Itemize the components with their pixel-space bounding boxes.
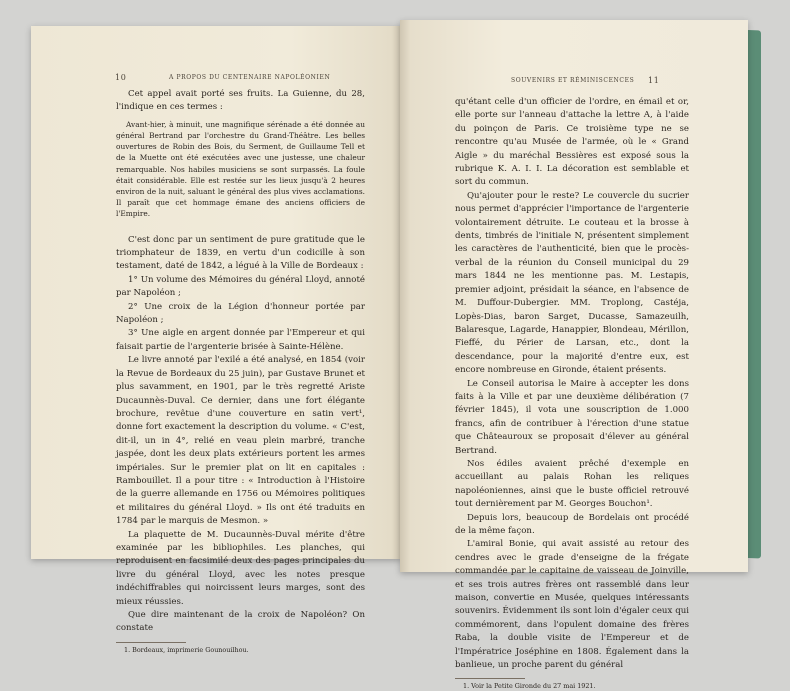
paragraph: La plaquette de M. Ducaunnès-Duval mérite d'être examinée par les bibliophiles. Les planches, qui reproduisent en facsimilé deux des pages principales du livre du général Lloyd, avec les notes presque indéchiffrables qui noircissent leurs marges, sont des mieux réussies. bbox=[116, 529, 365, 607]
paragraph: qu'étant celle d'un officier de l'ordre, en émail et or, elle porte sur l'anneau d'attache la lettre A, à l'aide du poinçon de Paris. Ce troisième type ne se rencontre qu'au Musée de l'armée, où le « Grand Aigle » du maréchal Bessières est exposé sous la rubrique K. A. I. I. La décoration est semblable et sort du commun. bbox=[455, 97, 689, 188]
footnote: 1. Voir la Petite Gironde du 27 mai 1921. bbox=[463, 682, 596, 691]
paragraph: Le livre annoté par l'exilé a été analysé, en 1854 (voir la Revue de Bordeaux du 25 juin), par Gustave Brunet et plus savamment, en 1901, par le très regretté Ariste Ducaunnès-Duval. Ce dernier, dans une fort élégante brochure, revêtue d'une couverture en satin vert¹, donne fort exactement la description du volume. « C'est, dit-il, un in 4°, relié en veau plein marbré, tranche jaspée, dont les deux plats extérieurs portent les armes impériales. Sur le premier plat on lit en capitales : Rambouillet. Il a pour titre : « Introduction à l'Histoire de la guerre allemande en 1756 ou Mémoires politiques et militaires du général Lloyd. » Ils ont été traduits en 1784 par le marquis de Mesmon. » bbox=[116, 355, 365, 527]
page-body bbox=[116, 88, 365, 655]
list-item: 2° Une croix de la Légion d'honneur portée par Napoléon ; bbox=[116, 301, 365, 326]
running-head-title: SOUVENIRS ET RÉMINISCENCES bbox=[511, 77, 635, 84]
paragraph: Le Conseil autorisa le Maire à accepter les dons faits à la Ville et par une deuxième délibération (7 février 1845), il vota une souscription de 1.000 francs, afin de contribuer à l'érection d'une statue que Châteauroux se proposait d'élever au général Bertrand. bbox=[455, 378, 689, 456]
right-page bbox=[400, 20, 748, 691]
paragraph: Depuis lors, beaucoup de Bordelais ont procédé de la même façon. bbox=[455, 512, 689, 536]
running-head bbox=[400, 77, 748, 89]
list-item: 3° Une aigle en argent donnée par l'Empereur et qui faisait partie de l'argenterie brisée à Sainte-Hélène. bbox=[116, 328, 365, 352]
page-number: 11 bbox=[648, 76, 660, 85]
running-head bbox=[31, 74, 402, 86]
left-page bbox=[31, 26, 402, 654]
paragraph: Nos édiles avaient prêché d'exemple en accueillant au palais Rohan les reliques napoléoniennes, ainsi que le buste officiel retrouvé tout dernièrement par M. Georges Bouchon¹. bbox=[455, 458, 689, 510]
page-number: 10 bbox=[115, 73, 127, 82]
paragraph: Cet appel avait porté ses fruits. La Guienne, du 28, l'indique en ces termes : bbox=[116, 89, 365, 113]
running-head-title: A PROPOS DU CENTENAIRE NAPOLÉONIEN bbox=[169, 74, 331, 81]
paragraph: Que dire maintenant de la croix de Napoléon? On constate bbox=[116, 610, 365, 634]
footnote-rule bbox=[455, 678, 525, 679]
footnote: 1. Bordeaux, imprimerie Gounouilhou. bbox=[124, 645, 249, 654]
footnote-rule bbox=[116, 642, 186, 643]
page-body bbox=[455, 96, 689, 691]
block-quote: Avant-hier, à minuit, une magnifique sérénade a été donnée au général Bertrand par l'orchestre du Grand-Théâtre. Les belles ouvertures de Robin des Bois, du Serment, de Guillaume Tell et de la Muette ont été exécutées avec une justesse, une chaleur remarquable. Nos habiles musiciens se sont surpassés. La foule était considérable. Elle est restée sur les lieux jusqu'à 2 heures environ de la nuit, saluant le général des plus vives acclamations. Il paraît que cet hommage émane des anciens officiers de l'Empire. bbox=[116, 119, 365, 219]
paragraph: L'amiral Bonie, qui avait assisté au retour des cendres avec le grade d'enseigne de la frégate commandée par le capitaine de vaisseau de Joinville, et ses trois autres frères ont rassemblé dans leur maison, convertie en Musée, quelques intéressants souvenirs. Évidemment ils sont loin d'égaler ceux qui commémorent, dans l'opulent domaine des frères Raba, la double visite de l'Empereur et de l'Impératrice Joséphine en 1808. Également dans la banlieue, un proche parent du général bbox=[455, 539, 689, 671]
paragraph: Qu'ajouter pour le reste? Le couvercle du sucrier nous permet d'apprécier l'importance de l'argenterie volontairement détruite. Le couteau et la brosse à dents, timbrés de l'initiale N, présentent simplement les caractères de l'authenticité, bien que le procès-verbal de la réunion du Conseil municipal du 29 mars 1844 ne les mentionne pas. M. Lestapis, premier adjoint, présidait la séance, en l'absence de M. Duffour-Dubergier. MM. Troplong, Castéja, Lopès-Dias, baron Sarget, Ducasse, Samazeuilh, Balaresque, Lagarde, Hanappier, Blondeau, Mérillon, Fieffé, du Périer de Larsan, etc., dont la descendance, pour la majorité d'entre eux, est encore nombreuse en Gironde, étaient présents. bbox=[455, 190, 689, 376]
paragraph: C'est donc par un sentiment de pure gratitude que le triomphateur de 1839, en vertu d'un codicille à son testament, daté de 1842, a légué à la Ville de Bordeaux : bbox=[116, 234, 365, 272]
list-item: 1° Un volume des Mémoires du général Lloyd, annoté par Napoléon ; bbox=[116, 274, 365, 299]
